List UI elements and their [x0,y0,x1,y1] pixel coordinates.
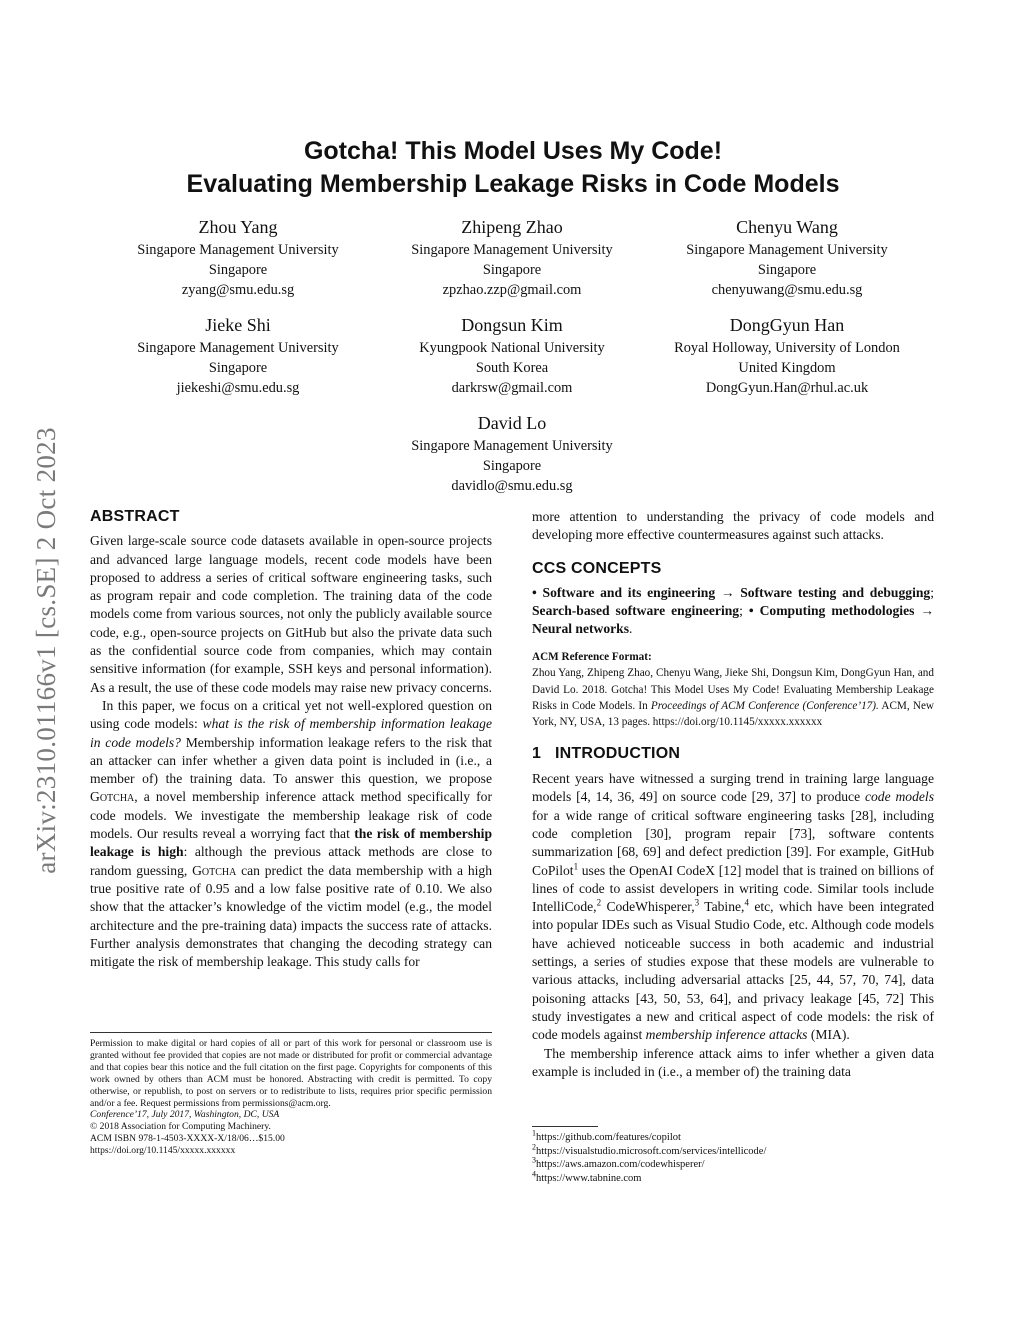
introduction-heading: 1 INTRODUCTION [532,744,681,762]
author-block [647,216,927,300]
author-country: Singapore [757,262,817,278]
author-email: davidlo@smu.edu.sg [451,478,573,494]
author-affiliation: Singapore Management University [411,242,613,258]
author-name: Zhou Yang [198,217,278,237]
arxiv-id-text: arXiv:2310.01166v1 [cs.SE] 2 Oct 2023 [30,426,61,874]
footnote-link[interactable]: https://aws.amazon.com/codewhisperer/ [536,1159,705,1170]
author-affiliation: Singapore Management University [137,242,339,258]
author-email: jiekeshi@smu.edu.sg [176,380,300,396]
method-name: Gotcha [192,862,237,878]
footnotes [532,1128,934,1185]
footnote-marker: 4 [744,897,749,908]
doi-line: https://doi.org/10.1145/xxxxx.xxxxxx [90,1145,236,1157]
paper-title [90,135,936,201]
author-email: darkrsw@gmail.com [451,380,573,396]
author-name: Jieke Shi [205,315,271,335]
left-column [90,508,492,971]
author-email: zpzhao.zzp@gmail.com [442,282,582,298]
acm-reference: ACM Reference Format: Zhou Yang, Zhipeng Zhao, Chenyu Wang, Jieke Shi, Dongsun Kim, DongGyun Han, and David Lo. 2018. Gotcha! This Model Uses My Code! Evaluating Membership Leakage Risks in Code Models. In Proceedings of ACM Conference (Conference’17). ACM, New York, NY, USA, 13 pages. https://doi.org/10.1145/xxxxx.xxxxxx [532,650,934,729]
author-block [372,314,652,398]
author-affiliation: Kyungpook National University [419,340,605,356]
footnote-rule [532,1126,598,1127]
footnote-link[interactable]: https://www.tabnine.com [536,1172,642,1184]
author-affiliation: Singapore Management University [686,242,888,258]
author-name: Zhipeng Zhao [461,217,563,237]
footnote-marker: 2 [596,897,602,908]
abstract-continued: more attention to understanding the privacy of code models and developing more effective countermeasures against such attacks. [532,509,934,543]
abstract-heading: ABSTRACT [90,508,180,525]
author-affiliation: Singapore Management University [137,340,339,356]
author-country: Singapore [482,262,542,278]
permission-block [90,1038,492,1157]
ccs-heading: CCS CONCEPTS [532,559,662,577]
footnote: $^2$https://visualstudio.microsoft.com/services/intellicode/ [532,1142,767,1157]
author-email: chenyuwang@smu.edu.sg [711,282,863,298]
footnote: $^4$https://www.tabnine.com [532,1169,642,1184]
author-block [637,314,937,398]
author-block [372,412,652,496]
author-name: Chenyu Wang [736,217,838,237]
author-country: Singapore [208,262,268,278]
author-affiliation: Royal Holloway, University of London [674,340,900,356]
author-country: Singapore [208,360,268,376]
footnote-link[interactable]: https://visualstudio.microsoft.com/services/intellicode/ [536,1145,767,1157]
conference-info: Conference’17, July 2017, Washington, DC, USA [90,1109,280,1121]
method-name: Gotcha [90,789,135,805]
arxiv-identifier [26,372,66,928]
key-finding: the risk of membership leakage is high [90,826,493,860]
author-block [98,216,378,300]
author-email: zyang@smu.edu.sg [181,282,295,298]
author-country: United Kingdom [738,360,836,376]
footnote-rule [90,1032,492,1033]
footnote-marker: 1 [573,861,579,872]
intro-paragraph-2: The membership inference attack aims to infer whether a given data example is included in (i.e., a member of) the training data [532,1045,934,1079]
copyright-line: © 2018 Association for Computing Machinery. [90,1121,271,1133]
abstract-paragraph-2: In this paper, we focus on a critical yet not well-explored question on using code models: what is the risk of membership information leakage in code models? Membership information leakage refers to the risk that an attacker can infer whether a given data point is included in (i.e., a member of) the training data. To answer this question, we propose Gotcha, a novel membership inference attack method specifically for code models. We investigate the membership leakage risk of code models. Our results reveal a worrying fact that the risk of membership leakage is high: although the previous attack methods are close to random guessing, Gotcha can predict the data membership with a high true positive rate of 0.95 and a low false positive rate of 0.10. We also show that the attacker’s knowledge of the victim model (e.g., the model architecture and the pre-training data) impacts the success rate of attacks. Further analysis demonstrates that changing the decoding strategy can mitigate the risk of membership leakage. This study calls for [90,697,493,970]
author-name: David Lo [477,413,547,433]
author-country: Singapore [482,458,542,474]
abstract-paragraph-1: Given large-scale source code datasets available in open-source projects and advanced large language models, recent code models have been proposed to address a series of critical software engineering tasks, such as program repair and code completion. The training data of the code models come from various sources, not only the publicly available source code, e.g., open-source projects on GitHub but also the private data such as the confidential source code from companies, which may contain sensitive information (for example, SSH keys and personal information). As a result, the use of these code models may raise new privacy concerns. [90,533,493,695]
author-email: DongGyun.Han@rhul.ac.uk [705,380,869,396]
acm-reference-heading: ACM Reference Format: [532,650,652,663]
author-country: South Korea [475,360,549,376]
footnote-link[interactable]: https://github.com/features/copilot [536,1132,681,1143]
footnote: $^3$https://aws.amazon.com/codewhisperer/ [532,1155,705,1170]
footnote-marker: 3 [694,897,700,908]
author-block [372,216,652,300]
author-name: Dongsun Kim [461,315,563,335]
author-block [98,314,378,398]
title-line-1: Gotcha! This Model Uses My Code! [303,137,723,165]
author-name: DongGyun Han [729,315,845,335]
research-question: what is the risk of membership information leakage in code models? [90,716,493,750]
right-column [532,508,934,1081]
ccs-concepts: • Software and its engineering → Software testing and debugging; Search-based software engineering; • Computing methodologies → Neural networks. [532,584,934,637]
permission-text: Permission to make digital or hard copies of all or part of this work for personal or classroom use is granted without fee provided that copies are not made or distributed for profit or commercial advantage and that copies bear this notice and the full citation on the first page. Copyrights for components of this work owned by others than ACM must be honored. Abstracting with credit is permitted. To copy otherwise, or republish, to post on servers or to redistribute to lists, requires prior specific permission and/or a fee. Request permissions from permissions@acm.org. [90,1038,492,1109]
isbn-line: ACM ISBN 978-1-4503-XXXX-X/18/06…$15.00 [90,1133,285,1145]
title-line-2: Evaluating Membership Leakage Risks in Code Models [186,170,840,198]
author-affiliation: Singapore Management University [411,438,613,454]
footnote: $^1$https://github.com/features/copilot [532,1128,681,1143]
intro-paragraph-1: Recent years have witnessed a surging trend in training large language models [4, 14, 36, 49] on source code [29, 37] to produce code models for a wide range of critical software engineering tasks [28], including code completion [30], program repair [73], software contents summarization [68, 69] and defect prediction [39]. For example, GitHub CoPilot$^1$ uses the OpenAI CodeX [12] model that is trained on billions of lines of code to assist developers in writing code. Similar tools include IntelliCode,$^2$ CodeWhisperer,$^3$ Tabine,$^4$ etc, which have been integrated into popular IDEs such as Visual Studio Code, etc. Although code models have achieved noticeable success in both academic and industrial settings, a series of studies expose that these models are vulnerable to various attacks, including adversarial attacks [25, 44, 57, 70, 74], data poisoning attacks [43, 50, 53, 64], and privacy leakage [45, 72] This study investigates a new and critical aspect of code models: the risk of code models against membership inference attacks (MIA). [532,771,934,1043]
